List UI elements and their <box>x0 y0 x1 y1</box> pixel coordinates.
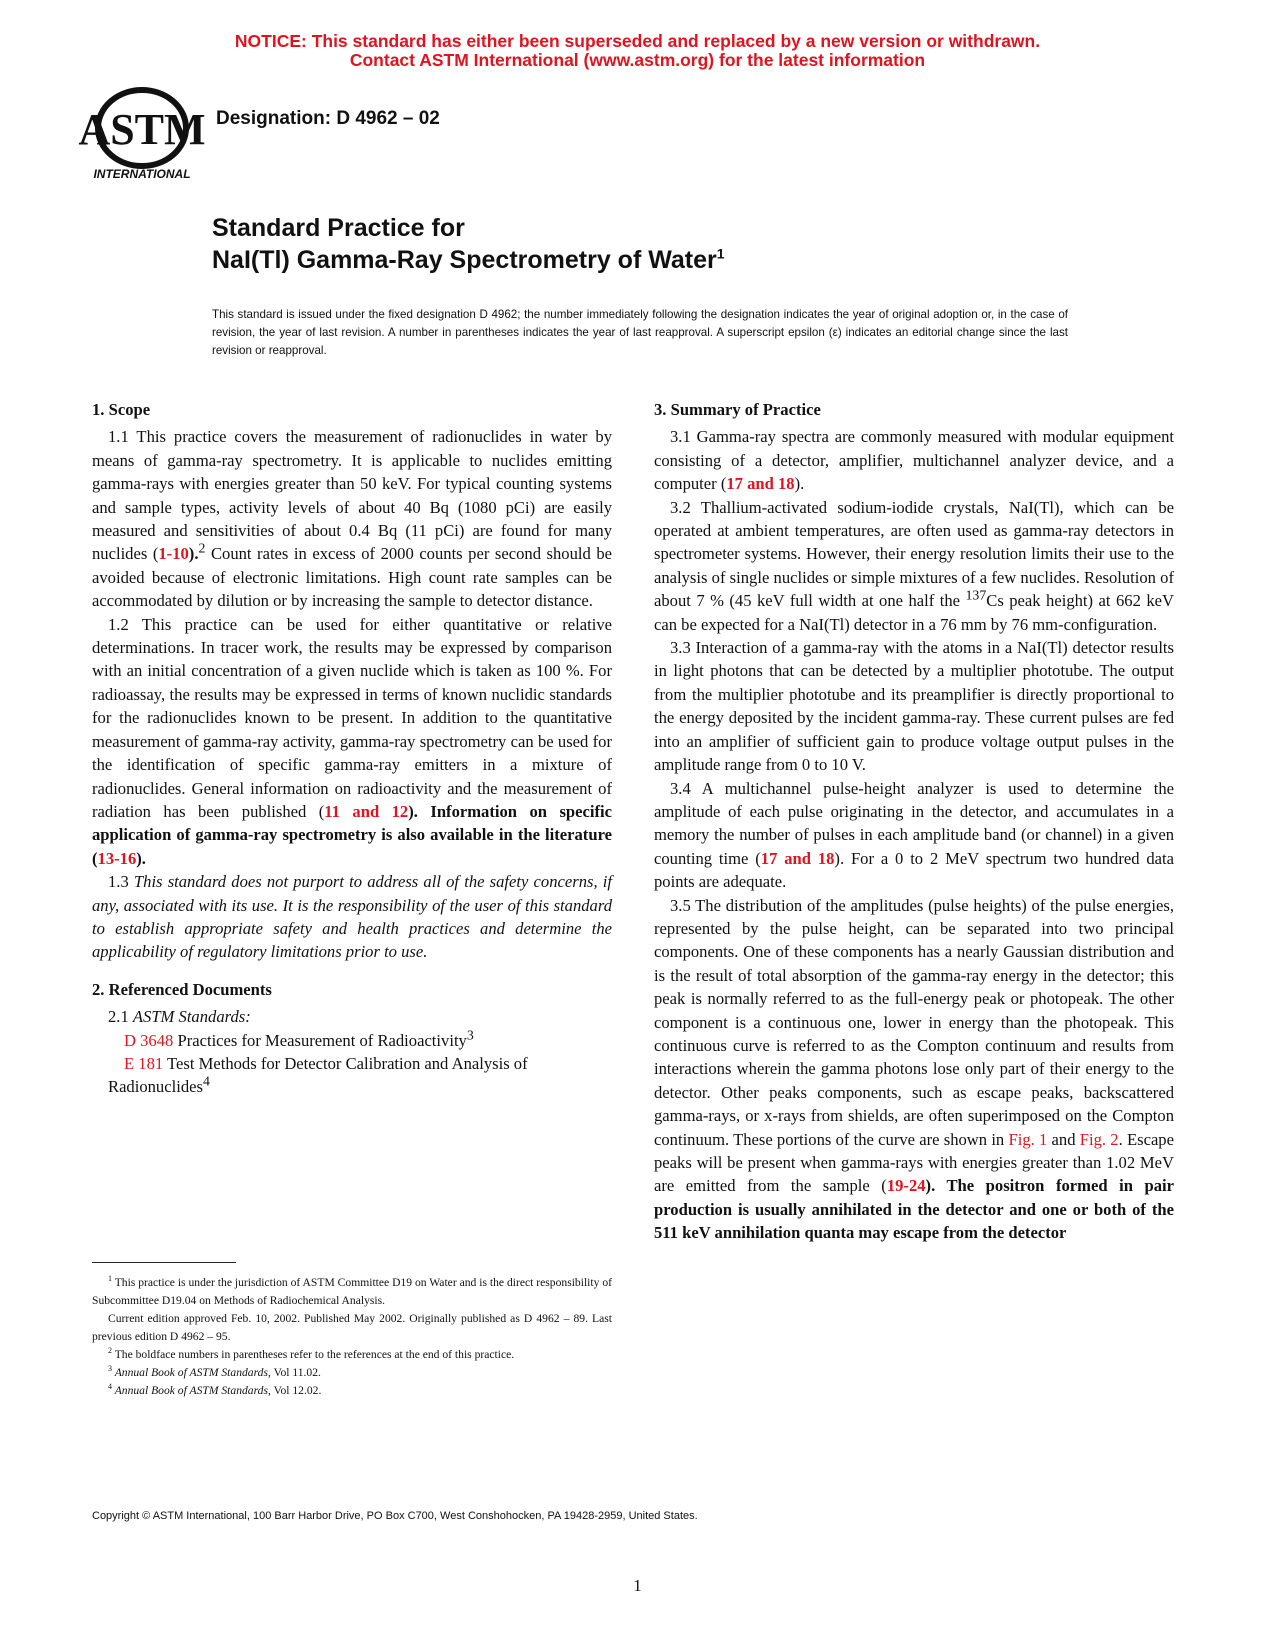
page-number: 1 <box>633 1576 642 1595</box>
referenced-heading: 2. Referenced Documents <box>92 979 272 999</box>
scope-heading: 1. Scope <box>92 400 151 419</box>
fig-2-link[interactable]: Fig. 2 <box>1079 1129 1119 1149</box>
summary-paragraph-3: 3.3 Interaction of a gamma-ray with the atoms in a NaI(Tl) detector results in light photons that can be detected by a multiplier phototube. The output from the multiplier phototube and its preamplifier is directly proportional to the energy deposited by the incident gamma-ray. These current pulses are fed into an amplifier of sufficient gain to produce voltage output pulses in the amplitude range from 0 to 10 V. <box>654 638 1174 775</box>
title-footnote-mark: 1 <box>716 245 725 262</box>
svg-text:ASTM: ASTM <box>78 105 206 154</box>
footnote-3: $^3$ Annual Book of ASTM Standards, Vol 11.02. <box>108 1364 321 1379</box>
summary-paragraph-4: 3.4 A multichannel pulse-height analyzer is used to determine the amplitude of each pulse originating in the detector, and accumulates in a memory the number of pulses in each amplitude band (or channel) in a given counting time (17 and 18). For a 0 to 2 MeV spectrum two hundred data points are adequate. <box>654 778 1174 892</box>
summary-heading: 3. Summary of Practice <box>654 400 821 419</box>
ref-item-d3648: D 3648 Practices for Measurement of Radioactivity$^3$ <box>124 1027 474 1050</box>
summary-paragraph-5: 3.5 The distribution of the amplitudes (pulse heights) of the pulse energies, represented by the pulse height, can be separated into two principal components. One of these components has a nearly Gaussian distribution and is the result of total absorption of the gamma-ray energy in the detector; this peak is normally referred to as the full-energy peak or photopeak. The other component is a continuous one, lower in energy than the photopeak. This continuous curve is referred to as the Compton continuum and results from interactions wherein the gamma photons lose only part of their energy to the detector. Other peaks components, such as escape peaks, backscattered gamma-rays, or x-rays from shields, are often superimposed on the Compton continuum. These portions of the curve are shown in Fig. 1 and Fig. 2. Escape peaks will be present when gamma-rays with energies greater than 1.02 MeV are emitted from the sample (19-24). The positron formed in pair production is usually annihilated in the detector and one or both of the 511 keV annihilation quanta may escape from the detector <box>654 895 1174 1243</box>
referenced-sub: 2.1 ASTM Standards: <box>108 1007 251 1027</box>
footnote-4: $^4$ Annual Book of ASTM Standards, Vol 12.02. <box>108 1382 322 1397</box>
title-line-1: Standard Practice for <box>212 214 465 242</box>
link-e181[interactable]: E 181 <box>124 1053 164 1073</box>
ref-link-19-24[interactable]: 19-24 <box>886 1176 926 1196</box>
scope-paragraph-1: 1.1 This practice covers the measurement of radionuclides in water by means of gamma-ray spectrometry. It is applicable to nuclides emitting gamma-rays with energies greater than 50 keV. For typical counting systems and sample types, activity levels of about 40 Bq (1080 pCi) are easily measured and sensitivities of about 0.4 Bq (11 pCi) are found for many nuclides (1-10).$^2$ Count rates in excess of 2000 counts per second should be avoided because of electronic limitations. High count rate samples can be accommodated by dilution or by increasing the sample to detector distance. <box>92 427 612 611</box>
summary-paragraph-2: 3.2 Thallium-activated sodium-iodide crystals, NaI(Tl), which can be operated at ambient temperatures, are often used as gamma-ray detectors in spectrometer systems. However, their energy resolution limits their use to the analysis of single nuclides or simple mixtures of a few nuclides. Resolution of about 7 % (45 keV full width at one half the $^{137}$Cs peak height) at 662 keV can be expected for a NaI(Tl) detector in a 76 mm by 76 mm-configuration. <box>654 497 1174 634</box>
ref-link-13-16[interactable]: 13-16 <box>97 848 137 868</box>
document-title <box>212 212 725 276</box>
ref-link-17-18-b[interactable]: 17 and 18 <box>760 848 835 868</box>
link-d3648[interactable]: D 3648 <box>124 1030 174 1050</box>
ref-link-11-12[interactable]: 11 and 12 <box>324 801 409 821</box>
title-line-2: NaI(Tl) Gamma-Ray Spectrometry of Water <box>212 246 717 274</box>
copyright: Copyright © ASTM International, 100 Barr Harbor Drive, PO Box C700, West Conshohocken, PA 19428-2959, United States. <box>92 1510 698 1522</box>
logo-text: INTERNATIONAL <box>93 167 191 181</box>
issued-note: This standard is issued under the fixed designation D 4962; the number immediately following the designation indicates the year of original adoption or, in the case of revision, the year of last revision. A number in parentheses indicates the year of last reapproval. A superscript epsilon (ε) indicates an editorial change since the last revision or reapproval. <box>212 308 1068 357</box>
footnote-2: $^2$ The boldface numbers in parentheses refer to the references at the end of this practice. <box>108 1346 515 1361</box>
astm-logo-icon <box>78 86 206 182</box>
left-column <box>92 398 612 1099</box>
scope-paragraph-3: 1.3 This standard does not purport to address all of the safety concerns, if any, associated with its use. It is the responsibility of the user of this standard to establish appropriate safety and health practices and determine the applicability of regulatory limitations prior to use. <box>92 872 612 962</box>
footnote-1b: Current edition approved Feb. 10, 2002. Published May 2002. Originally published as D 4962 – 89. Last previous edition D 4962 – 95. <box>92 1312 612 1343</box>
fig-1-link[interactable]: Fig. 1 <box>1008 1129 1048 1149</box>
footnote-rule <box>92 1262 236 1263</box>
footnotes <box>92 1274 612 1400</box>
ref-link-17-18[interactable]: 17 and 18 <box>726 474 795 494</box>
summary-paragraph-1: 3.1 Gamma-ray spectra are commonly measured with modular equipment consisting of a detector, amplifier, multichannel analyzer device, and a computer (17 and 18). <box>654 427 1174 494</box>
right-column <box>654 398 1174 1245</box>
scope-paragraph-2: 1.2 This practice can be used for either quantitative or relative determinations. In tracer work, the results may be expressed by comparison with an initial concentration of a given nuclide which is taken as 100 %. For radioassay, the results may be expressed in terms of known nuclidic standards for the radionuclides known to be present. In addition to the quantitative measurement of gamma-ray activity, gamma-ray spectrometry can be used for the identification of specific gamma-ray emitters in a mixture of radionuclides. General information on radioactivity and the measurement of radiation has been published (11 and 12). Information on specific application of gamma-ray spectrometry is also available in the literature (13-16). <box>92 614 612 868</box>
ref-link-1-10[interactable]: 1-10 <box>158 544 189 564</box>
ref-item-e181: E 181 Test Methods for Detector Calibration and Analysis of Radionuclides$^4$ <box>108 1053 528 1097</box>
notice-line-2: Contact ASTM International (www.astm.org) for the latest information <box>349 50 926 70</box>
designation: Designation: D 4962 – 02 <box>216 108 440 129</box>
footnote-1: $^1$ This practice is under the jurisdiction of ASTM Committee D19 on Water and is the direct responsibility of Subcommittee D19.04 on Methods of Radiochemical Analysis. <box>92 1274 612 1307</box>
notice-banner <box>0 32 1275 70</box>
notice-line-1: NOTICE: This standard has either been superseded and replaced by a new version or withdrawn. <box>234 31 1041 51</box>
